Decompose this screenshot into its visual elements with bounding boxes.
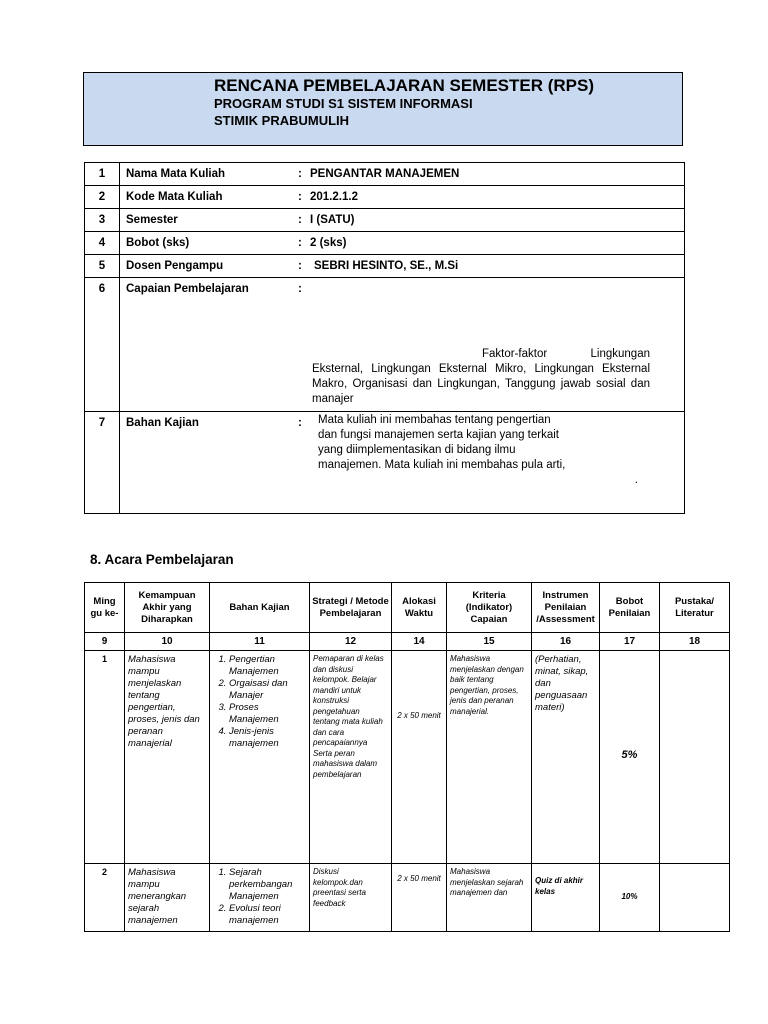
row-number: 6 [85, 278, 120, 412]
col-number: 15 [447, 633, 532, 651]
col-header: Strategi / Metode Pembelajaran [310, 583, 392, 633]
row-value [304, 255, 685, 278]
instrumen-cell: Quiz di akhir kelas [532, 864, 600, 932]
col-number: 12 [310, 633, 392, 651]
row-value: I (SATU) [304, 209, 685, 232]
col-header: Bobot Penilaian [600, 583, 660, 633]
row-value: 201.2.1.2 [304, 186, 685, 209]
lecturer-name: SEBRI HESINTO, SE., M.Si [314, 260, 459, 272]
pustaka-cell [660, 651, 730, 864]
info-row [85, 255, 685, 278]
row-number: 5 [85, 255, 120, 278]
row-value: 2 (sks) [304, 232, 685, 255]
bobot-cell: 5% [600, 651, 660, 864]
row-colon: : [298, 186, 304, 209]
alokasi-cell: 2 x 50 menit [392, 864, 447, 932]
col-header: Alokasi Waktu [392, 583, 447, 633]
col-number: 14 [392, 633, 447, 651]
course-info-table [84, 162, 685, 514]
col-number: 17 [600, 633, 660, 651]
row-colon: : [298, 163, 304, 186]
row-number: 3 [85, 209, 120, 232]
bahan-cell: 1. Sejarah perkembangan Manajemen 2. Evolusi teori manajemen [210, 864, 310, 932]
learning-plan-table [84, 582, 730, 932]
info-row [85, 163, 685, 186]
bahan-row [85, 412, 685, 514]
row-label: Bobot (sks) [120, 232, 299, 255]
row-label: Kode Mata Kuliah [120, 186, 299, 209]
kriteria-cell: Mahasiswa menjelaskan dengan baik tentang pengertian, proses, jenis dan peranan manajerial. [447, 651, 532, 864]
col-header: Ming gu ke- [85, 583, 125, 633]
col-header: Pustaka/ Literatur [660, 583, 730, 633]
row-label: Dosen Pengampu [120, 255, 299, 278]
col-header: Bahan Kajian [210, 583, 310, 633]
week-number: 2 [85, 864, 125, 932]
program-name: PROGRAM STUDI S1 SISTEM INFORMASI [214, 96, 473, 111]
col-number: 16 [532, 633, 600, 651]
row-value [304, 278, 685, 412]
pustaka-cell [660, 864, 730, 932]
week-number: 1 [85, 651, 125, 864]
row-label: Nama Mata Kuliah [120, 163, 299, 186]
info-row [85, 186, 685, 209]
row-label: Semester [120, 209, 299, 232]
row-colon: : [298, 278, 304, 412]
bobot-cell: 10% [600, 864, 660, 932]
col-number: 10 [125, 633, 210, 651]
column-number-row [85, 633, 730, 651]
table-row [85, 864, 730, 932]
kriteria-cell: Mahasiswa menjelaskan sejarah manajemen dan [447, 864, 532, 932]
table-header-row [85, 583, 730, 633]
col-header: Kemampuan Akhir yang Diharapkan [125, 583, 210, 633]
row-number: 4 [85, 232, 120, 255]
col-header: Instrumen Penilaian /Assessment [532, 583, 600, 633]
row-label: Bahan Kajian [120, 412, 299, 514]
capaian-text: Faktor-faktor Lingkungan Eksternal, Lingkungan Eksternal Mikro, Lingkungan Eksternal Makro, Organisasi dan Lingkungan, Tanggung jawab sosial dan manajer [312, 348, 650, 405]
info-row [85, 209, 685, 232]
col-header: Kriteria (Indikator) Capaian [447, 583, 532, 633]
institution-name: STIMIK PRABUMULIH [214, 113, 350, 128]
row-colon: : [298, 209, 304, 232]
kemampuan-cell: Mahasiswa mampu menerangkan sejarah manajemen [125, 864, 210, 932]
col-number: 18 [660, 633, 730, 651]
alokasi-cell: 2 x 50 menit [392, 651, 447, 864]
document-header [83, 72, 683, 146]
kemampuan-cell: Mahasiswa mampu menjelaskan tentang pengertian, proses, jenis dan peranan manajerial [125, 651, 210, 864]
document-title: RENCANA PEMBELAJARAN SEMESTER (RPS) [214, 76, 595, 95]
strategi-cell: Pemaparan di kelas dan diskusi kelompok. Belajar mandiri untuk konstruksi pengetahuan tentang mata kuliah dan cara pencapaiannya Serta peran mahasiswa dalam pembelajaran [310, 651, 392, 864]
bahan-text: Mata kuliah ini membahas tentang pengertian dan fungsi manajemen serta kajian yang terkait yang diimplementasikan di bidang ilmu manajemen. Mata kuliah ini membahas pula arti, . [318, 414, 638, 486]
col-number: 9 [85, 633, 125, 651]
instrumen-cell: (Perhatian, minat, sikap, dan penguasaan materi) [532, 651, 600, 864]
capaian-row [85, 278, 685, 412]
row-colon: : [298, 232, 304, 255]
row-number: 2 [85, 186, 120, 209]
col-number: 11 [210, 633, 310, 651]
row-number: 1 [85, 163, 120, 186]
row-label: Capaian Pembelajaran [120, 278, 299, 412]
row-colon: : [298, 255, 304, 278]
row-colon: : [298, 412, 304, 514]
row-value [304, 412, 685, 514]
section-heading: 8. Acara Pembelajaran [90, 552, 234, 567]
bahan-cell: 1. Pengertian Manajemen 2. Orgaisasi dan Manajer 3. Proses Manajemen 4. Jenis-jenis manajemen [210, 651, 310, 864]
info-row [85, 232, 685, 255]
table-row [85, 651, 730, 864]
strategi-cell: Diskusi kelompok.dan preentasi serta feedback [310, 864, 392, 932]
row-value: PENGANTAR MANAJEMEN [304, 163, 685, 186]
row-number: 7 [85, 412, 120, 514]
